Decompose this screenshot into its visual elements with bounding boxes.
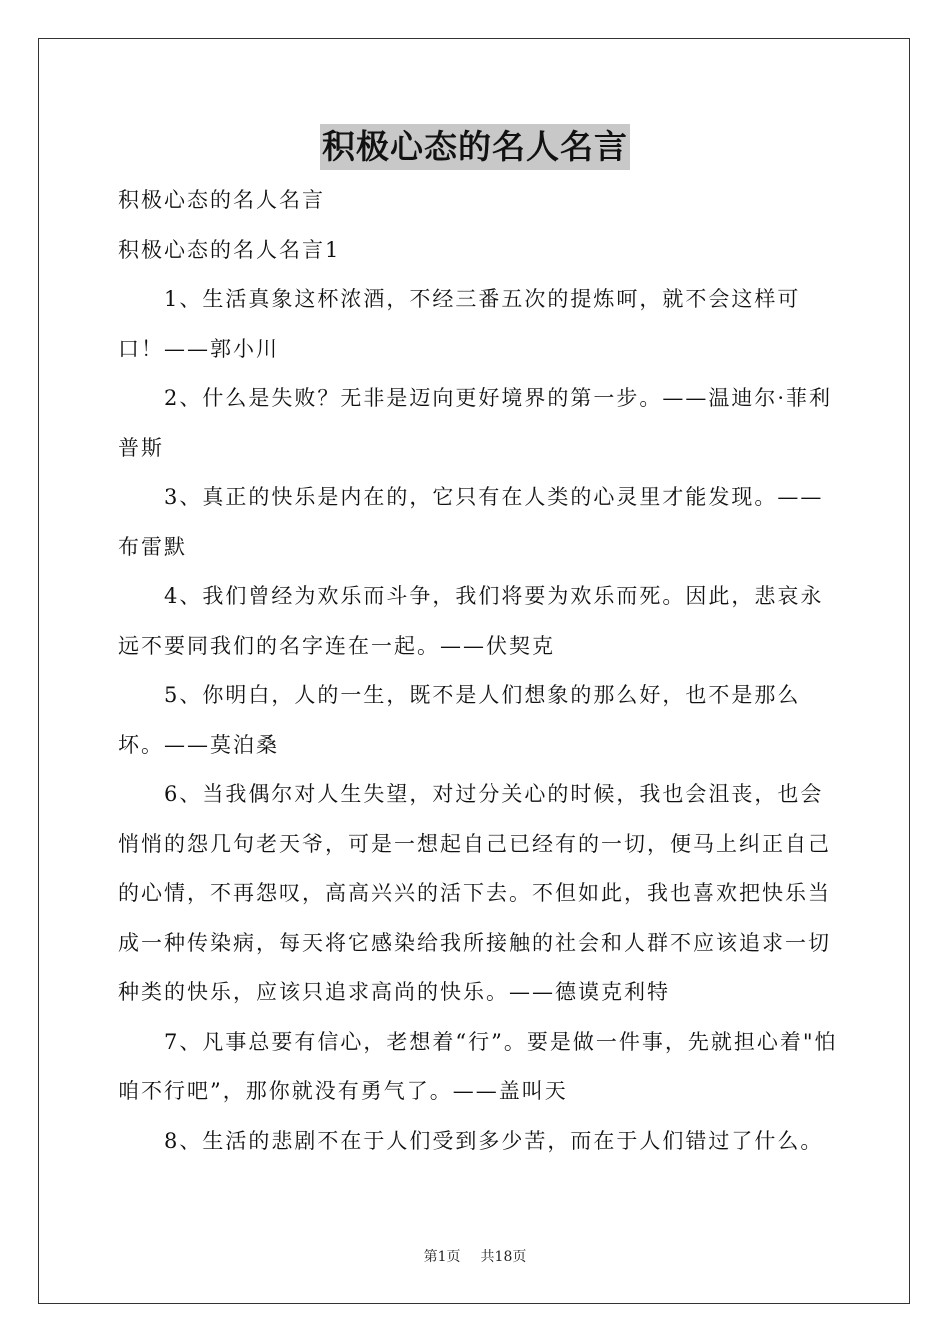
title-container	[0, 124, 950, 170]
quote-paragraph-8: 8、生活的悲剧不在于人们受到多少苦，而在于人们错过了什么。	[164, 1128, 824, 1153]
quote-paragraph-3: 3、真正的快乐是内在的，它只有在人类的心灵里才能发现。——布雷默	[118, 485, 824, 559]
quote-paragraph-6: 6、当我偶尔对人生失望，对过分关心的时候，我也会沮丧，也会悄悄的怨几句老天爷，可是一想起自己已经有的一切，便马上纠正自己的心情，不再怨叹，高高兴兴的活下去。不但如此，我也喜欢把快乐当成一种传染病，每天将它感染给我所接触的社会和人群不应该追求一切种类的快乐，应该只追求高尚的快乐。——德谟克利特	[118, 782, 831, 1004]
document-body	[118, 176, 838, 1166]
page-number: 第1页	[423, 1249, 461, 1265]
document-subtitle: 积极心态的名人名言	[118, 188, 325, 212]
document-title: 积极心态的名人名言	[320, 124, 630, 170]
section-heading: 积极心态的名人名言1	[118, 237, 341, 262]
quote-paragraph-4: 4、我们曾经为欢乐而斗争，我们将要为欢乐而死。因此，悲哀永远不要同我们的名字连在一起。——伏契克	[118, 584, 824, 658]
quote-paragraph-5: 5、你明白，人的一生，既不是人们想象的那么好，也不是那么坏。——莫泊桑	[118, 683, 801, 757]
quote-paragraph-7: 7、凡事总要有信心，老想着“行”。要是做一件事，先就担心着"怕咱不行吧”，那你就没有勇气了。——盖叫天	[118, 1029, 838, 1103]
page-footer	[0, 1246, 950, 1266]
quote-paragraph-1: 1、生活真象这杯浓酒，不经三番五次的提炼呵，就不会这样可口！——郭小川	[118, 287, 801, 361]
quote-paragraph-2: 2、什么是失败？无非是迈向更好境界的第一步。——温迪尔·菲利普斯	[118, 386, 833, 460]
total-pages: 共18页	[480, 1249, 527, 1265]
